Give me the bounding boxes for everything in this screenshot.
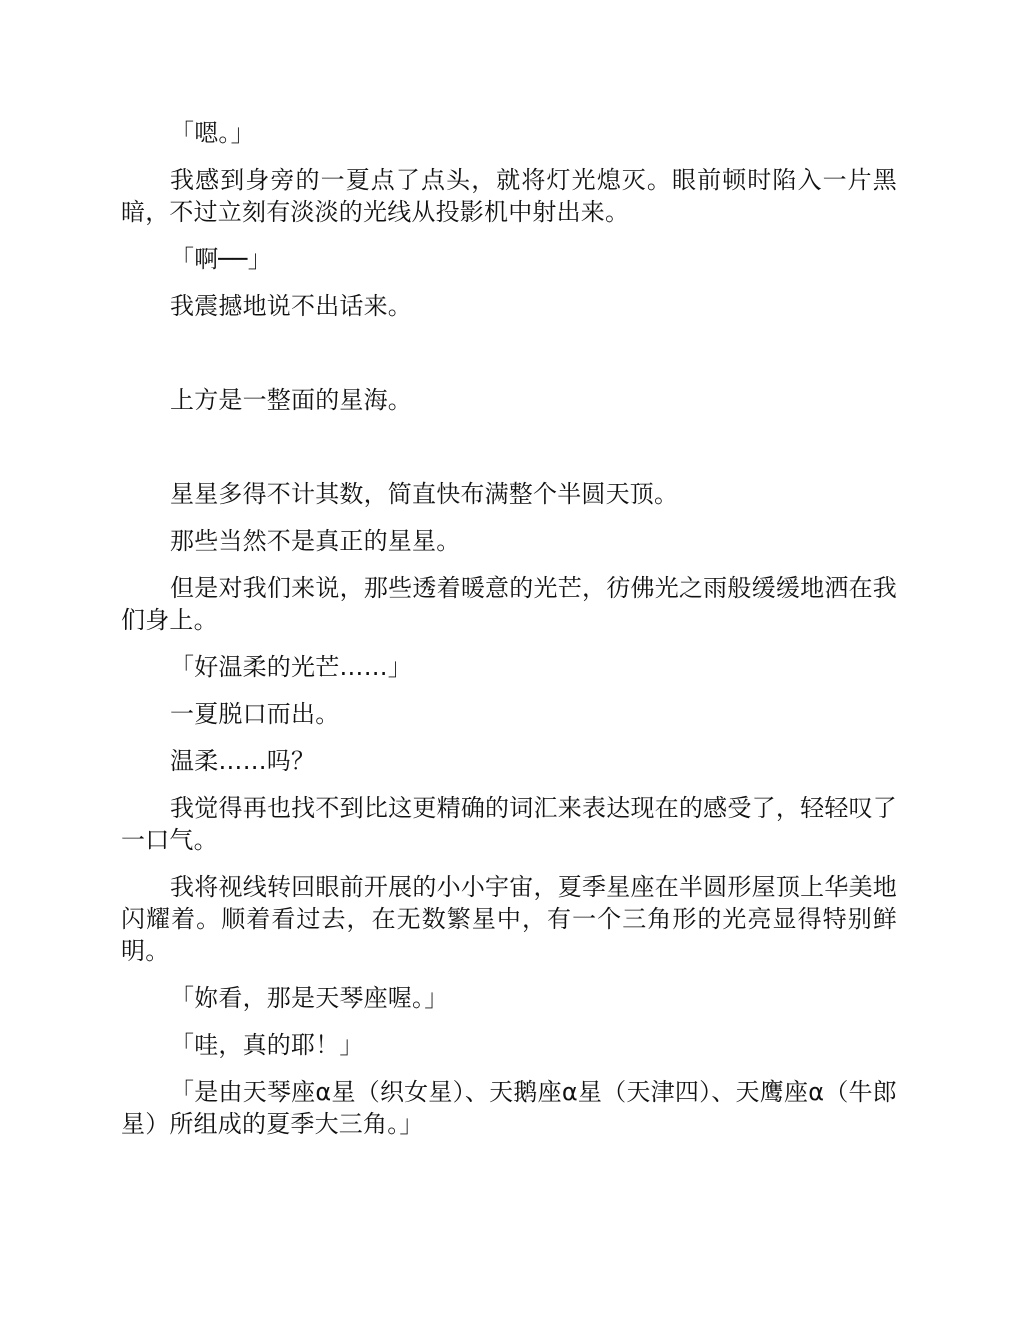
paragraph: 那些当然不是真正的星星。 — [170, 527, 461, 555]
paragraph: 温柔……吗？ — [170, 747, 316, 775]
paragraph: 「是由天琴座α星（织女星）、天鹅座α星（天津四）、天鹰座α（牛郎星）所组成的夏季大三角。」 — [121, 1078, 897, 1138]
paragraph: 上方是一整面的星海。 — [170, 386, 412, 414]
paragraph: 「啊──」 — [170, 245, 272, 273]
body-text — [121, 117, 897, 1155]
paragraph: 「嗯。」 — [170, 119, 255, 147]
paragraph: 「哇，真的耶！」 — [170, 1031, 364, 1059]
paragraph: 我感到身旁的一夏点了点头，就将灯光熄灭。眼前顿时陷入一片黑暗，不过立刻有淡淡的光线从投影机中射出来。 — [121, 166, 897, 226]
paragraph: 我觉得再也找不到比这更精确的词汇来表达现在的感受了，轻轻叹了一口气。 — [121, 794, 897, 854]
paragraph: 星星多得不计其数，简直快布满整个半圆天顶。 — [170, 480, 679, 508]
paragraph: 我将视线转回眼前开展的小小宇宙，夏季星座在半圆形屋顶上华美地闪耀着。顺着看过去，在无数繁星中，有一个三角形的光亮显得特别鲜明。 — [121, 873, 897, 965]
blank-line — [121, 337, 897, 369]
blank-line — [121, 431, 897, 463]
paragraph: 但是对我们来说，那些透着暖意的光芒，彷佛光之雨般缓缓地洒在我们身上。 — [121, 574, 897, 634]
paragraph: 「好温柔的光芒……」 — [170, 653, 412, 681]
paragraph: 一夏脱口而出。 — [170, 700, 340, 728]
paragraph: 我震撼地说不出话来。 — [170, 292, 412, 320]
paragraph: 「妳看，那是天琴座喔。」 — [170, 984, 449, 1012]
